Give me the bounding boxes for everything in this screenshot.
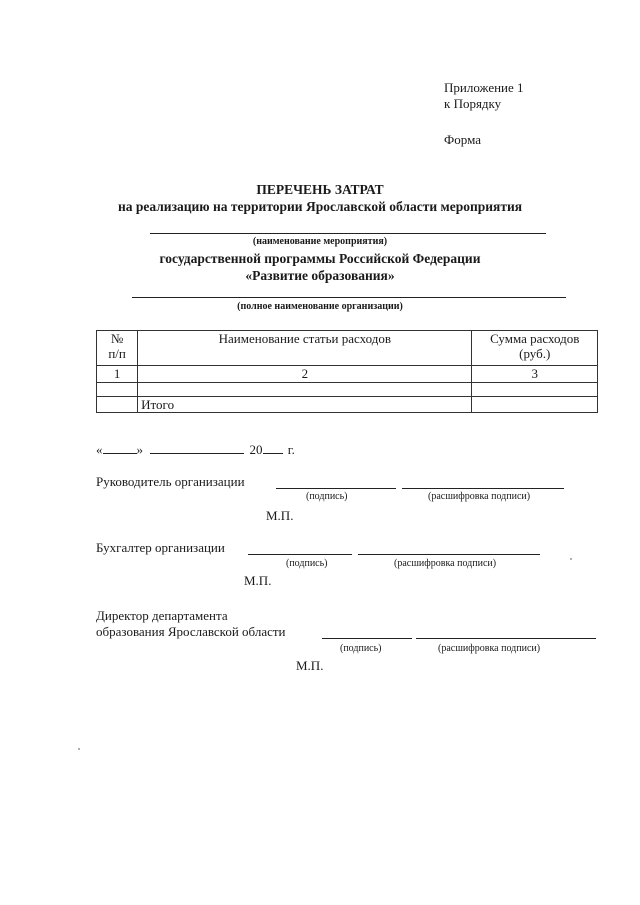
organization-name-caption: (полное наименование организации): [237, 301, 403, 312]
total-label: Итого: [138, 397, 472, 413]
date-day-blank: [103, 440, 137, 454]
director-decode-caption: (расшифровка подписи): [438, 643, 541, 654]
date-line: « » 20 г.: [96, 442, 295, 457]
table-cell: [97, 397, 138, 413]
table-row: [97, 383, 598, 397]
organization-name-line: [132, 297, 566, 298]
director-signature-caption: (подпись): [340, 643, 382, 654]
accountant-signature-label: Бухгалтер организации: [96, 540, 225, 555]
table-numbering-row: [97, 366, 598, 383]
accountant-decode-caption: (расшифровка подписи): [394, 558, 497, 569]
table-cell: [472, 397, 598, 413]
director-stamp-place: М.П.: [296, 658, 324, 673]
program-title: «Развитие образования»: [245, 268, 395, 283]
table-cell: [138, 383, 472, 397]
table-cell: [472, 383, 598, 397]
director-signature-label-2: образования Ярославской области: [96, 624, 286, 639]
head-signature-line: [276, 488, 396, 489]
scan-speck: [570, 558, 572, 560]
accountant-signature-caption: (подпись): [286, 558, 328, 569]
head-stamp-place: М.П.: [266, 508, 294, 523]
event-name-line: [150, 233, 546, 234]
table-header-row: [97, 331, 598, 366]
header-expense-amount: Сумма расходов (руб.): [472, 331, 598, 366]
head-decode-caption: (расшифровка подписи): [428, 491, 531, 502]
annex-label: Приложение 1: [444, 80, 524, 95]
date-month-blank: [150, 440, 244, 454]
accountant-signature-line: [248, 554, 352, 555]
header-number: № п/п: [97, 331, 138, 366]
table-cell: 3: [472, 366, 598, 383]
head-signature-decode-line: [402, 488, 564, 489]
head-signature-caption: (подпись): [306, 491, 348, 502]
table-cell: 1: [97, 366, 138, 383]
director-signature-line: [322, 638, 412, 639]
event-name-caption: (наименование мероприятия): [252, 236, 388, 247]
form-label: Форма: [444, 132, 481, 147]
head-signature-label: Руководитель организации: [96, 474, 245, 489]
header-expense-item: Наименование статьи расходов: [138, 331, 472, 366]
document-title: ПЕРЕЧЕНЬ ЗАТРАТ: [256, 182, 384, 197]
table-cell: 2: [138, 366, 472, 383]
date-year-blank: [263, 440, 283, 454]
director-signature-label: Директор департамента: [96, 608, 228, 623]
table-cell: [97, 383, 138, 397]
expenses-table: [96, 330, 598, 413]
program-name: государственной программы Российской Федерации: [159, 251, 481, 266]
document-subtitle: на реализацию на территории Ярославской области мероприятия: [117, 199, 523, 214]
accountant-signature-decode-line: [358, 554, 540, 555]
director-signature-decode-line: [416, 638, 596, 639]
annex-reference: к Порядку: [444, 96, 502, 111]
scan-speck: [78, 748, 80, 750]
table-total-row: [97, 397, 598, 413]
accountant-stamp-place: М.П.: [244, 573, 272, 588]
